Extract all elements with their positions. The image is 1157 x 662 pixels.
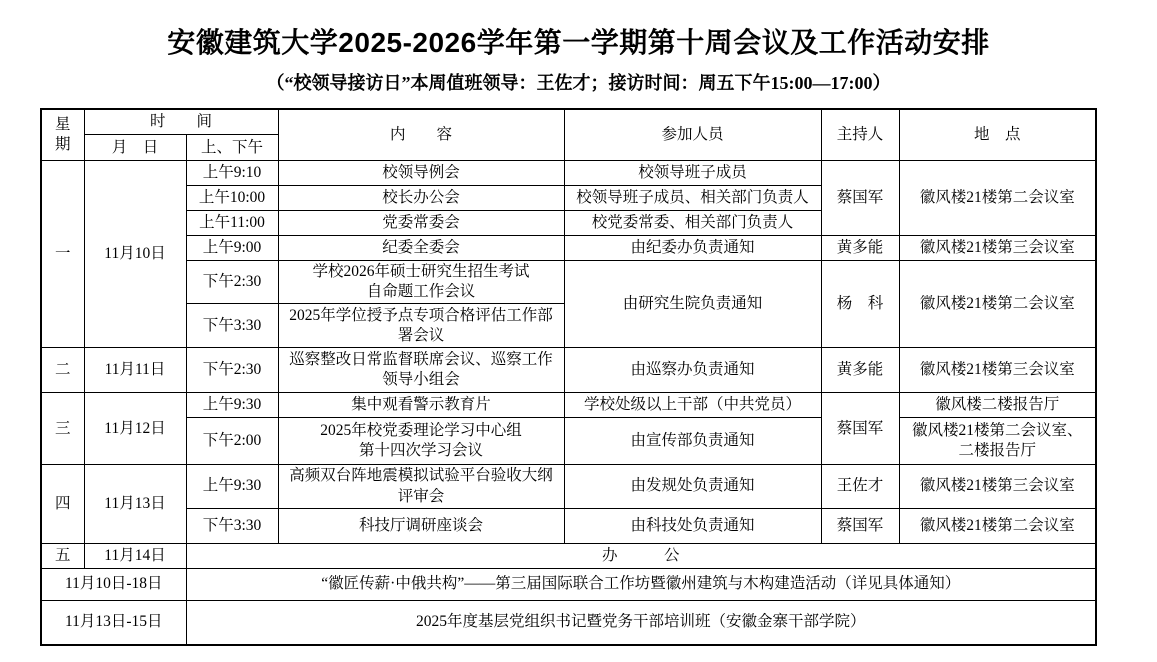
schedule-row: [41, 600, 1096, 645]
schedule-row: [41, 236, 1096, 261]
host-cell: 蔡国军: [821, 161, 899, 236]
time-cell: 上午10:00: [186, 186, 278, 211]
content-cell: 集中观看警示教育片: [278, 393, 564, 418]
content-cell: 科技厅调研座谈会: [278, 508, 564, 543]
schedule-table: [40, 108, 1097, 647]
date-range-cell: 11月13日-15日: [41, 600, 186, 645]
content-cell: 巡察整改日常监督联席会议、巡察工作 领导小组会: [278, 348, 564, 393]
host-cell: 杨 科: [821, 261, 899, 348]
participants-cell: 由巡察办负责通知: [564, 348, 821, 393]
location-cell: 徽风楼21楼第二会议室: [899, 261, 1096, 348]
location-cell: 徽风楼二楼报告厅: [899, 393, 1096, 418]
schedule-row: [41, 543, 1096, 568]
participants-cell: 由科技处负责通知: [564, 508, 821, 543]
location-cell: 徽风楼21楼第三会议室: [899, 348, 1096, 393]
location-cell: 徽风楼21楼第二会议室、 二楼报告厅: [899, 418, 1096, 465]
date-range-cell: 11月10日-18日: [41, 568, 186, 600]
schedule-row: [41, 568, 1096, 600]
weekday-cell: 一: [41, 161, 84, 348]
content-cell: 党委常委会: [278, 211, 564, 236]
content-cell: 2025年度基层党组织书记暨党务干部培训班（安徽金寨干部学院）: [186, 600, 1096, 645]
date-cell: 11月12日: [84, 393, 186, 465]
header-row-1: [41, 109, 1096, 135]
date-cell: 11月10日: [84, 161, 186, 348]
header-ampm: 上、下午: [186, 135, 278, 161]
host-cell: 蔡国军: [821, 393, 899, 465]
schedule-row: [41, 161, 1096, 186]
weekday-cell: 四: [41, 465, 84, 543]
content-cell: 学校2026年硕士研究生招生考试 自命题工作会议: [278, 261, 564, 304]
weekday-cell: 五: [41, 543, 84, 568]
participants-cell: 由宣传部负责通知: [564, 418, 821, 465]
content-cell: “徽匠传薪·中俄共构”——第三届国际联合工作坊暨徽州建筑与木构建造活动（详见具体通知）: [186, 568, 1096, 600]
page-subtitle: （“校领导接访日”本周值班领导：王佐才；接访时间：周五下午15:00—17:00）: [266, 72, 891, 93]
time-cell: 下午2:00: [186, 418, 278, 465]
host-cell: 王佐才: [821, 465, 899, 508]
participants-cell: 由纪委办负责通知: [564, 236, 821, 261]
content-cell: 2025年学位授予点专项合格评估工作部 署会议: [278, 304, 564, 348]
time-cell: 上午9:30: [186, 393, 278, 418]
header-location: 地 点: [899, 109, 1096, 161]
time-cell: 上午11:00: [186, 211, 278, 236]
content-cell: 校领导例会: [278, 161, 564, 186]
participants-cell: 由研究生院负责通知: [564, 261, 821, 348]
header-weekday: 星 期: [41, 109, 84, 161]
participants-cell: 校领导班子成员: [564, 161, 821, 186]
date-cell: 11月14日: [84, 543, 186, 568]
host-cell: 黄多能: [821, 236, 899, 261]
time-cell: 下午3:30: [186, 508, 278, 543]
header-host: 主持人: [821, 109, 899, 161]
participants-cell: 校党委常委、相关部门负责人: [564, 211, 821, 236]
header-participants: 参加人员: [564, 109, 821, 161]
weekday-cell: 三: [41, 393, 84, 465]
host-cell: 黄多能: [821, 348, 899, 393]
location-cell: 徽风楼21楼第二会议室: [899, 508, 1096, 543]
content-cell: 纪委全委会: [278, 236, 564, 261]
header-content: 内 容: [278, 109, 564, 161]
time-cell: 下午2:30: [186, 261, 278, 304]
location-cell: 徽风楼21楼第三会议室: [899, 465, 1096, 508]
date-cell: 11月13日: [84, 465, 186, 543]
schedule-row: [41, 348, 1096, 393]
schedule-row: [41, 393, 1096, 418]
schedule-row: [41, 465, 1096, 508]
header-date: 月 日: [84, 135, 186, 161]
schedule-row: [41, 508, 1096, 543]
page-title: 安徽建筑大学2025-2026学年第一学期第十周会议及工作活动安排: [167, 27, 990, 58]
participants-cell: 由发规处负责通知: [564, 465, 821, 508]
time-cell: 上午9:30: [186, 465, 278, 508]
time-cell: 上午9:00: [186, 236, 278, 261]
location-cell: 徽风楼21楼第二会议室: [899, 161, 1096, 236]
participants-cell: 学校处级以上干部（中共党员）: [564, 393, 821, 418]
weekday-cell: 二: [41, 348, 84, 393]
time-cell: 下午3:30: [186, 304, 278, 348]
header-time: 时 间: [84, 109, 278, 135]
content-cell: 2025年校党委理论学习中心组 第十四次学习会议: [278, 418, 564, 465]
content-cell: 高频双台阵地震模拟试验平台验收大纲 评审会: [278, 465, 564, 508]
participants-cell: 校领导班子成员、相关部门负责人: [564, 186, 821, 211]
content-cell: 校长办公会: [278, 186, 564, 211]
location-cell: 徽风楼21楼第三会议室: [899, 236, 1096, 261]
date-cell: 11月11日: [84, 348, 186, 393]
schedule-row: [41, 418, 1096, 465]
time-cell: 上午9:10: [186, 161, 278, 186]
host-cell: 蔡国军: [821, 508, 899, 543]
schedule-row: [41, 261, 1096, 304]
time-cell: 下午2:30: [186, 348, 278, 393]
content-cell: 办 公: [186, 543, 1096, 568]
